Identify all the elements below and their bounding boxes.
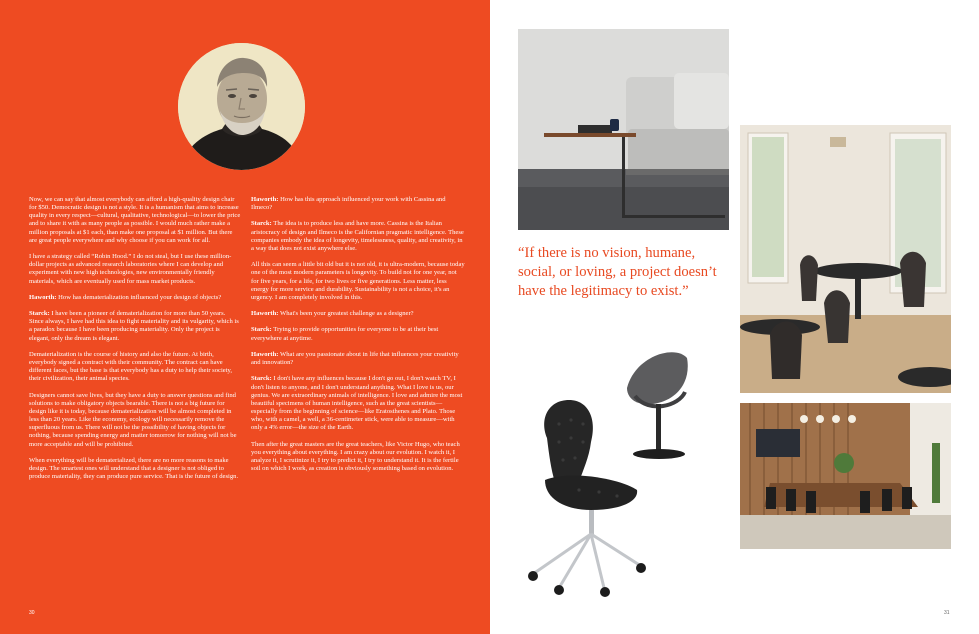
paragraph-text: How has this approach influenced your work with Cassina and Ilmeco? [251, 196, 446, 212]
paragraph [29, 310, 241, 343]
speaker-label: Starck: [251, 375, 272, 383]
chair-cutouts [519, 330, 719, 600]
paragraph [251, 375, 465, 432]
paragraph [251, 196, 465, 212]
paragraph [251, 351, 465, 367]
paragraph-text: What's been your greatest challenge as a designer? [278, 310, 414, 318]
page-number-right: 31 [944, 610, 950, 616]
speaker-label: Starck: [29, 310, 50, 318]
page-number-left: 30 [29, 610, 35, 616]
paragraph [251, 261, 465, 302]
paragraph-text: Designers cannot save lives, but they have a duty to answer questions and find solutions to make obligatory objects bearable. There is not a big future for design like it is today, because dematerialization will be almost completed in less than 20 years. Like the economy, ecology will necessarily remove the superfluous from us. There will not be the possibility of having objects for nothing, because spending energy and matter tomorrow for nothing will not be more acceptable and will be prohibited. [29, 391, 237, 448]
article-left-column [29, 196, 241, 490]
paragraph-text: How has dematerialization influenced your design of objects? [56, 293, 222, 301]
paragraph [251, 441, 465, 474]
paragraph [29, 196, 241, 245]
paragraph [29, 457, 241, 481]
speaker-label: Haworth: [251, 196, 279, 203]
paragraph-text: Then after the great masters are the great teachers, like Victor Hugo, who teach you everything about everything. I am crazy about our evolution. I watch it, I analyze it, I scrutinize it, I try to predict it, I try to understand it. It is the fertile soil on which I work, as creation is obviously something based on evolution. [251, 440, 460, 473]
dining-room-photo [740, 125, 951, 393]
paragraph-text: Dematerialization is the course of history and also the future. At birth, everybody signed a contract with their community. The contract can have different faces, but the base is that everybody has a duty to help their society, their civilization, their animal species. [29, 350, 233, 383]
dining-room-illustration [740, 125, 951, 393]
portrait-illustration [178, 43, 305, 170]
paragraph [29, 392, 241, 449]
paragraph-text: What are you passionate about in life that influences your creativity and innovation? [251, 350, 459, 367]
paragraph [251, 310, 465, 318]
paragraph-text: All this can seem a little bit old but it is not old, it is ultra-modern, because today one of the most modern parameters is longevity. To build not for one year, not for five years, for a life, for two lives or five generations. Less matter, less energy for more service and durability. Sustainability is not a choice, it's an urgency. I am completely involved in this. [251, 261, 465, 301]
paragraph-text: The idea is to produce less and have more. Cassina is the Italian aristocracy of design and Ilmeco is the Californian pragmatic intelligence. These companies embody the idea of longevity, timelessness, quality, and creativity, in a way that does not exist anywhere else. [251, 220, 464, 252]
speaker-label: Haworth: [29, 293, 57, 301]
conference-room-illustration [740, 403, 951, 549]
paragraph [251, 326, 465, 342]
paragraph [29, 294, 241, 302]
paragraph-text: Now, we can say that almost everybody can afford a high-quality design chair for $50. Democratic design is not a style. It is a humanism that aims to increase quality in every respect—cultural, qualitative, technological—to lower the price and to share it with as many people as possible. I would much rather make a million proposals at $1 each, than make one proposal at $1 million. But there are great people everywhere and why choose if you can work for all. [29, 196, 241, 244]
sofa-illustration [518, 29, 729, 230]
conference-room-photo [740, 403, 951, 549]
paragraph-text: I don't have any influences because I don't go out, I don't watch TV, I don't listen to anyone, and I don't understand anything. What I love is us, our genius. We are extraordinary animals of intelligence. I love and admire the most beautiful specimens of human intelligence, such as the great scientists—especially from the beginning of science—like Eratosthenes and Plato. Those who, with a camel, a well, a 36-centimeter stick, were able to measure—with only a 4% error—the size of the Earth. [251, 375, 463, 432]
chairs-illustration [519, 330, 719, 600]
article-right-column [251, 196, 465, 481]
paragraph [251, 220, 465, 253]
sofa-photo [518, 29, 729, 230]
paragraph-text: I have a strategy called “Robin Hood.” I do not steal, but I use these million-dollar projects as advanced research laboratories where I can develop and experiment with new high technologies, new environmentally friendly materials, which are eventually used for mass market products. [29, 253, 232, 285]
paragraph [29, 351, 241, 384]
paragraph-text: When everything will be dematerialized, there are no more reasons to make design. The smartest ones will understand that a designer is not obliged to produce materiality, they can produce pure service. That is the future of design. [29, 456, 239, 481]
paragraph-text: Trying to provide opportunities for everyone to be at their best everywhere at anytime. [251, 326, 439, 342]
paragraph-text: I have been a pioneer of dematerialization for more than 50 years. Since always, I have had this idea to fight materiality and its vulgarity, which is a paradox because I have been producing materiality. Only the project is elegant, only the dream is elegant. [29, 310, 239, 342]
pull-quote: “If there is no vision, humane, social, or loving, a project doesn’t have the legitimacy to exist.” [518, 245, 717, 299]
speaker-label: Haworth: [251, 350, 279, 358]
paragraph [29, 253, 241, 286]
speaker-label: Starck: [251, 220, 272, 228]
portrait-photo [178, 43, 305, 170]
speaker-label: Starck: [251, 326, 272, 334]
speaker-label: Haworth: [251, 310, 279, 318]
